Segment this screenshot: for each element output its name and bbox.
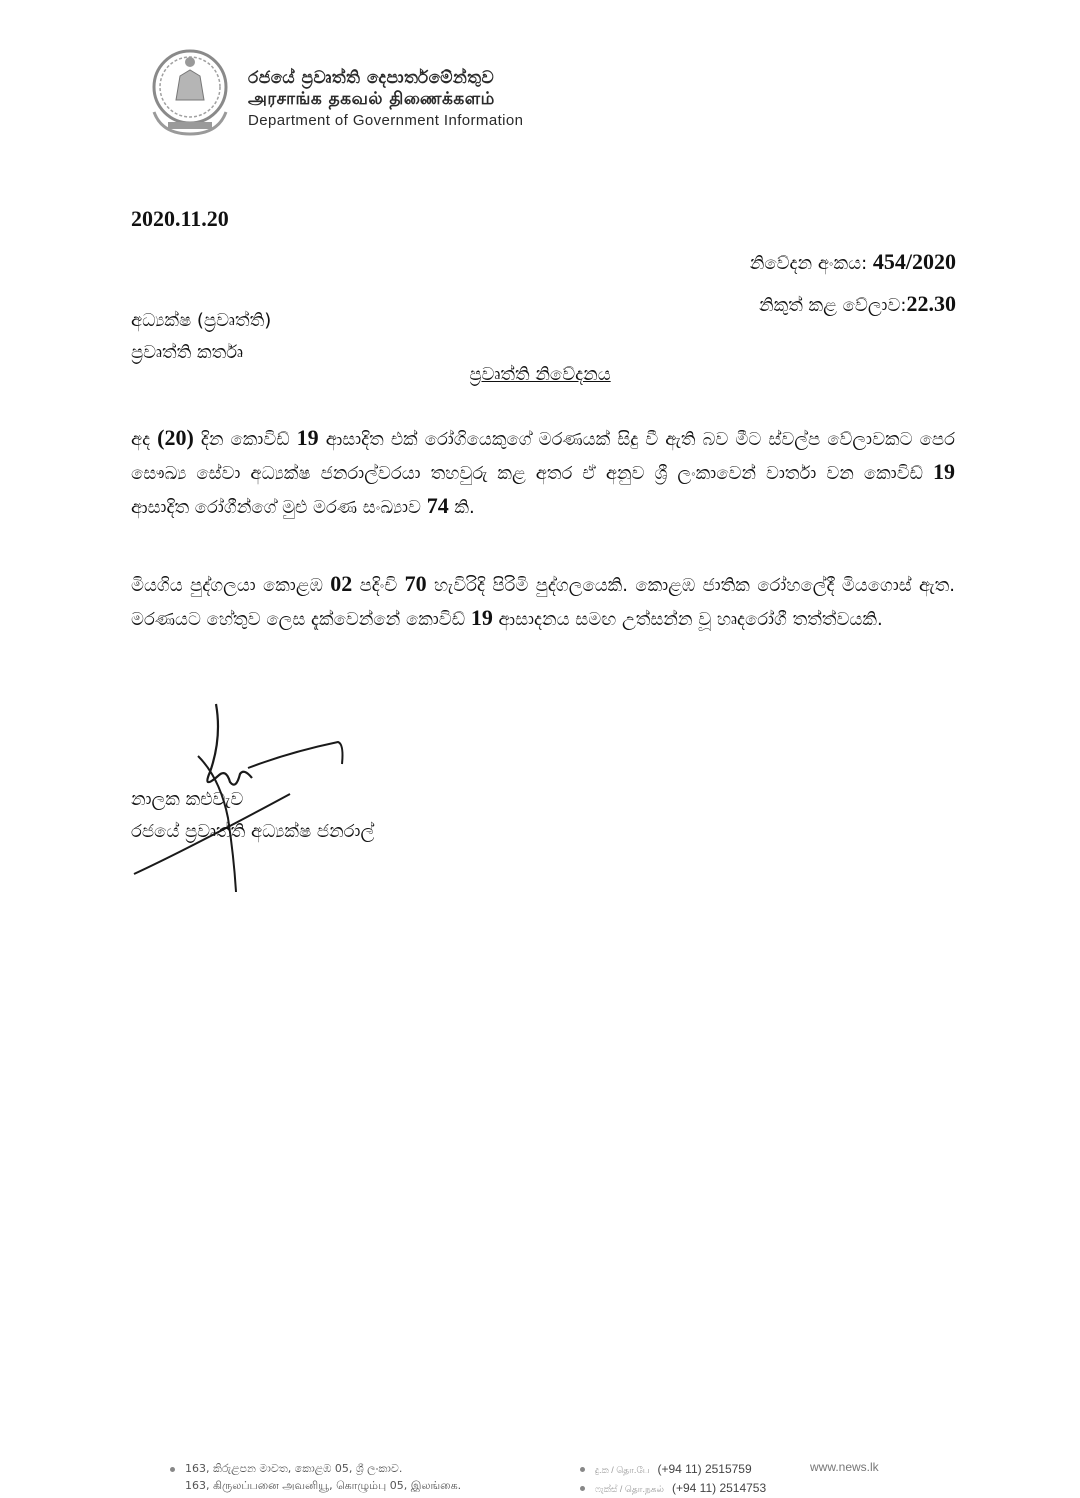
recipient-line-1: අධ්‍යක්ෂ (ප්‍රවෘත්ති): [131, 310, 272, 331]
signatory-name: නාලක කළුවැව: [131, 789, 244, 810]
text: පදිංචි: [352, 575, 405, 596]
text: අද: [131, 429, 158, 450]
release-number-label: නිවේදන අංකය:: [749, 253, 868, 274]
letterhead: [248, 68, 523, 131]
signatory-block: [131, 784, 374, 848]
release-time-label: නිකුත් කළ වේලාව:: [758, 295, 907, 316]
phone-icon: [580, 1467, 585, 1472]
phone-label: දු.ක / தொ.பே: [595, 1465, 650, 1475]
document-heading: ප්‍රවෘත්ති නිවේදනය: [469, 364, 611, 385]
fax-label: ෆැක්ස් / தொ.நகல்: [595, 1484, 664, 1494]
department-name-sinhala: රජයේ ප්‍රවෘත්ති දෙපාර්තමේන්තුව: [248, 68, 495, 88]
text: ආසාදිත රෝගීන්ගේ මුළු මරණ සංඛ්‍යාව: [131, 497, 427, 518]
footer-website: www.news.lk: [810, 1460, 879, 1474]
release-number-line: [750, 242, 956, 284]
recipient-line-2: ප්‍රවෘත්ති කර්තෘ: [131, 342, 244, 363]
text: හැවිරිදි පිරිමි පුද්ගලයෙකි. කොළඹ ජාතික රෝහලේදී මියගොස් ඇත. මරණයට හේතුව ලෙස දැක්වෙන්නේ කොවිඩ්: [131, 575, 955, 630]
number: 19: [296, 425, 319, 450]
text: ආසාදිත එක් රෝගියෙකුගේ මරණයක් සිදු වී ඇති බව මීට ස්වල්ප වේලාවකට පෙර සෞඛ්‍ය සේවා අධ්‍යක්ෂ ජනරාල්වරයා තහවුරු කළ අතර ඒ අනුව ශ්‍රී ලංකාවෙන් වාර්තා වන කොවිඩ්: [131, 429, 955, 484]
address-tamil: 163, கிருலப்பனை அவனியூ, கொழும்பு 05, இலங்கை.: [185, 1479, 462, 1492]
release-number: 454/2020: [872, 249, 956, 274]
text: දින කොවිඩ්: [193, 429, 297, 450]
text: මියගිය පුද්ගලයා කොළඹ: [131, 575, 331, 596]
number: 70: [404, 571, 427, 596]
release-time-line: [750, 284, 956, 326]
release-time: 22.30: [906, 291, 956, 316]
release-reference: [750, 242, 956, 326]
number: 19: [470, 605, 493, 630]
phone-number: (+94 11) 2515759: [657, 1462, 752, 1476]
text: ආසාදනය සමඟ උත්සන්න වූ හෘදරෝගී තත්ත්වයකි.: [492, 609, 883, 630]
footer: [0, 1452, 1080, 1498]
number: (20): [157, 425, 194, 450]
footer-address: [170, 1460, 461, 1494]
address-sinhala: 163, කිරුළපන මාවත, කොළඹ 05, ශ්‍රී ලංකාව.: [185, 1462, 403, 1475]
text: කි.: [448, 497, 475, 518]
number: 19: [933, 459, 955, 484]
release-date: 2020.11.20: [131, 206, 229, 231]
number: 74: [426, 493, 449, 518]
paragraph-2: [131, 568, 955, 636]
footer-phones: [580, 1460, 766, 1498]
fax-icon: [580, 1486, 585, 1491]
recipient-block: [131, 305, 271, 369]
sri-lanka-emblem-icon: [140, 42, 240, 142]
paragraph-1: [131, 422, 955, 524]
department-name-tamil: அரசாங்க தகவல் திணைக்களம்: [248, 89, 495, 109]
fax-number: (+94 11) 2514753: [671, 1481, 767, 1495]
department-name-english: Department of Government Information: [248, 112, 524, 129]
number: 02: [330, 571, 353, 596]
signatory-title: රජයේ ප්‍රවෘත්ති අධ්‍යක්ෂ ජනරාල්: [131, 821, 375, 842]
bullet-icon: [170, 1467, 175, 1472]
